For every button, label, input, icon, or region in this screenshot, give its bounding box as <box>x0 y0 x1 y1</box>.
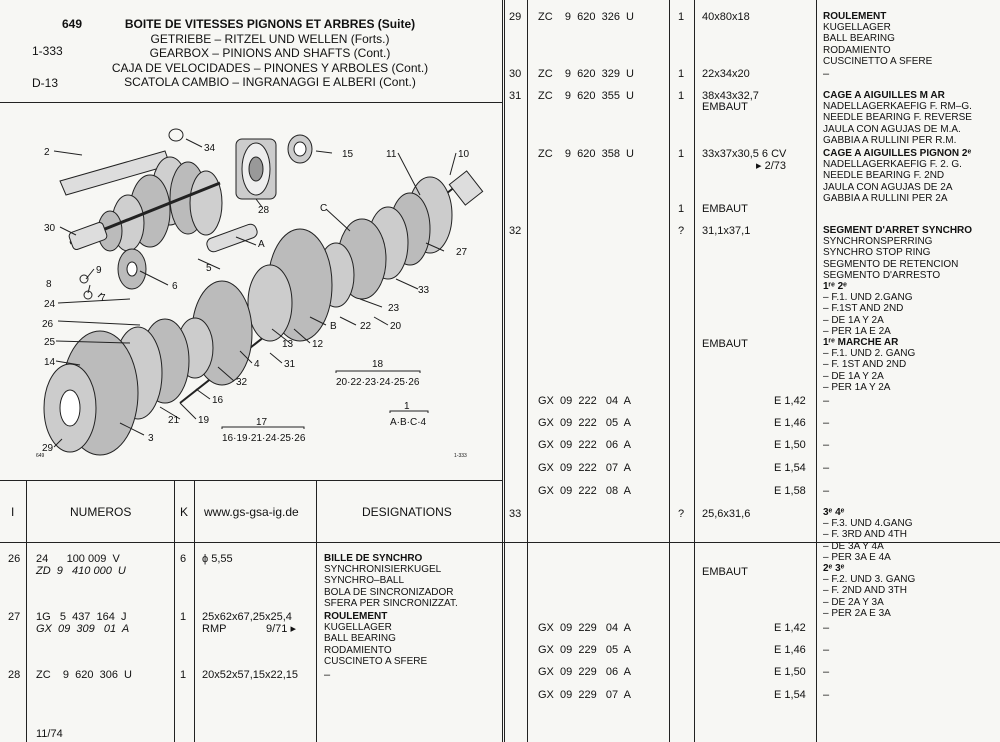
callout-9: 9 <box>96 265 102 276</box>
col-header-i: I <box>11 505 15 519</box>
spec-note: RMP 9/71 ▸ <box>202 623 296 635</box>
ref-code-1: 1-333 <box>32 44 63 58</box>
designation-line: SEGMENT D'ARRET SYNCHRO <box>823 225 973 236</box>
designation-line: – DE 2A Y 3A <box>823 596 884 608</box>
designation-subtitle: 1ʳᵉ MARCHE AR <box>823 337 899 349</box>
callout-30: 30 <box>44 223 56 234</box>
part-number-alt: ZD 9 410 000 U <box>36 565 126 577</box>
callout-15: 15 <box>342 149 354 160</box>
designation <box>823 11 932 67</box>
row-index: 30 <box>509 68 522 80</box>
designation-line: KUGELLAGER <box>324 622 392 634</box>
spec: 38x43x32,7 <box>702 90 759 102</box>
thickness: E 1,50 <box>774 439 806 451</box>
callout-14: 14 <box>44 357 56 368</box>
row-index: 29 <box>509 11 522 23</box>
quantity: ? <box>678 508 685 520</box>
callout-B: B <box>330 321 337 332</box>
col-line <box>174 480 175 742</box>
diagram-small-code: 1-333 <box>454 453 467 459</box>
designation-subtitle: 2ᵉ 3ᵉ <box>823 563 845 575</box>
thickness: E 1,58 <box>774 485 806 497</box>
part-number: ZC 9 620 355 U <box>538 90 634 102</box>
col-line <box>316 480 317 742</box>
callout-28: 28 <box>258 205 270 216</box>
designation-line: – F. 2ND AND 3TH <box>823 585 907 597</box>
spec: 33x37x30,5 6 CV <box>702 148 787 160</box>
thickness: E 1,50 <box>774 666 806 678</box>
designation-line: SYNCHRO STOP RING <box>823 247 931 259</box>
part-number: ZC 9 620 329 U <box>538 68 634 80</box>
divider <box>504 0 505 742</box>
callout-19: 19 <box>198 415 210 426</box>
quantity: 1 <box>678 203 685 215</box>
col-header-site: www.gs-gsa-ig.de <box>204 505 299 519</box>
col-header-numeros: NUMEROS <box>70 505 132 519</box>
thickness: E 1,54 <box>774 462 806 474</box>
part-number: GX 09 222 05 A <box>538 417 631 429</box>
designation: – <box>823 395 830 407</box>
page-number: 649 <box>62 17 83 31</box>
part-number: GX 09 229 06 A <box>538 666 631 678</box>
col-header-designations: DESIGNATIONS <box>362 505 452 519</box>
spec-note: EMBAUT <box>702 101 748 113</box>
designation: – <box>823 417 830 429</box>
designation: – <box>823 622 830 634</box>
spec: 20x52x57,15x22,15 <box>202 669 299 681</box>
spec: ϕ 5,55 <box>202 553 233 565</box>
title-it: SCATOLA CAMBIO – INGRANAGGI E ALBERI (Cont.) <box>124 75 416 89</box>
diagram-small-ref: 649 <box>36 453 45 459</box>
designation-line: NADELLAGERKAEFIG F. RM–G. <box>823 101 972 113</box>
part-number: ZC 9 620 358 U <box>538 148 634 160</box>
quantity: 1 <box>678 148 685 160</box>
bearing-28 <box>236 139 276 199</box>
footer-page: 11/74 <box>36 728 63 740</box>
group-1-list: A·B·C·4 <box>390 417 427 428</box>
title-es: CAJA DE VELOCIDADES – PINONES Y ARBOLES (Cont.) <box>111 60 429 75</box>
callout-24: 24 <box>44 299 56 310</box>
designation-line: BALL BEARING <box>823 33 895 45</box>
thickness: E 1,46 <box>774 644 806 656</box>
designation-line: CUSCINETO A SFERE <box>324 655 428 667</box>
designation-line: KUGELLAGER <box>823 22 891 34</box>
callout-18: 18 <box>372 359 384 370</box>
designation: – <box>823 462 830 474</box>
designation-line: CAGE A AIGUILLES M AR <box>823 90 945 101</box>
designation <box>324 611 427 667</box>
designation-line: – PER 3A E 4A <box>823 551 891 563</box>
thickness: E 1,42 <box>774 622 806 634</box>
callout-12: 12 <box>312 339 324 350</box>
thickness: E 1,42 <box>774 395 806 407</box>
designation-line: ROULEMENT <box>324 611 388 622</box>
callout-6: 6 <box>172 281 178 292</box>
designation-line: – PER 2A E 3A <box>823 607 891 619</box>
col-line <box>26 480 27 742</box>
callout-13: 13 <box>282 339 294 350</box>
quantity: 1 <box>180 611 187 623</box>
title-fr: BOITE DE VITESSES PIGNONS ET ARBRES (Suite) <box>124 17 416 31</box>
spec: EMBAUT <box>702 338 748 350</box>
part-number: GX 09 222 04 A <box>538 395 631 407</box>
thickness: E 1,46 <box>774 417 806 429</box>
callout-31: 31 <box>284 359 296 370</box>
designation: – <box>823 439 830 451</box>
group-17-list: 16·19·21·24·25·26 <box>222 433 306 444</box>
designation-subtitle: 3ᵉ 4ᵉ <box>823 507 845 518</box>
row-index: 28 <box>8 669 21 681</box>
designation <box>823 225 972 393</box>
callout-17: 17 <box>256 417 268 428</box>
callout-20: 20 <box>390 321 402 332</box>
callout-10: 10 <box>458 149 470 160</box>
callout-C: C <box>320 203 328 214</box>
col-line <box>816 0 817 742</box>
designation-line: GABBIA A RULLINI PER R.M. <box>823 134 957 146</box>
designation-line: SEGMENTO D'ARRESTO <box>823 269 941 281</box>
part-number: ZC 9 620 306 U <box>36 669 132 681</box>
callout-4: 4 <box>254 359 260 370</box>
callout-5: 5 <box>206 263 212 274</box>
row-index: 33 <box>509 508 522 520</box>
designation-line: CUSCINETTO A SFERE <box>823 55 933 67</box>
callout-11: 11 <box>386 149 397 160</box>
designation-line: – F. 3RD AND 4TH <box>823 529 907 541</box>
spec: 22x34x20 <box>702 68 750 80</box>
callout-32: 32 <box>236 377 248 388</box>
col-header-k: K <box>180 505 189 519</box>
callout-2: 2 <box>44 147 50 158</box>
part-number: 24 100 009 V <box>36 553 120 565</box>
designation-line: SYNCHRONISIERKUGEL <box>324 564 442 576</box>
designation-line: RODAMIENTO <box>324 644 392 656</box>
spec: EMBAUT <box>702 203 748 215</box>
divider <box>502 0 503 742</box>
designation-line: BALL BEARING <box>324 633 396 645</box>
callout-16: 16 <box>212 395 224 406</box>
part-number: ZC 9 620 326 U <box>538 11 634 23</box>
designation: – <box>823 485 830 497</box>
callout-27: 27 <box>456 247 468 258</box>
gearbox-exploded-diagram <box>0 103 502 479</box>
designation-line: SEGMENTO DE RETENCION <box>823 258 959 270</box>
col-line <box>527 0 528 742</box>
designation: – <box>823 689 830 701</box>
spec: 31,1x37,1 <box>702 225 751 237</box>
designation-line: NEEDLE BEARING F. REVERSE <box>823 112 972 124</box>
designation-line: – F.1. UND 2.GANG <box>823 292 913 304</box>
quantity: 1 <box>678 90 685 102</box>
divider <box>0 480 502 481</box>
spec: 25x62x67,25x25,4 <box>202 611 292 623</box>
callout-A: A <box>258 239 265 250</box>
designation-line: GABBIA A RULLINI PER 2A <box>823 192 948 204</box>
title-block <box>100 17 440 90</box>
designation-line: RODAMIENTO <box>823 44 891 56</box>
callout-23: 23 <box>388 303 400 314</box>
row-index: 26 <box>8 553 21 565</box>
designation-line: BILLE DE SYNCHRO <box>324 553 423 564</box>
callout-34: 34 <box>204 143 216 154</box>
designation-line: – PER 1A E 2A <box>823 325 891 337</box>
designation <box>324 553 458 609</box>
quantity: 1 <box>678 68 685 80</box>
designation-line: – PER 1A Y 2A <box>823 381 891 393</box>
designation: – <box>823 666 830 678</box>
col-line <box>669 0 670 742</box>
designation-line: NEEDLE BEARING F. 2ND <box>823 170 945 182</box>
designation-line: SFERA PER SINCRONIZZAT. <box>324 597 458 609</box>
designation-line: JAULA CON AGUJAS DE 2A <box>823 181 953 193</box>
spec-note: ▸ 2/73 <box>756 160 786 172</box>
designation: – <box>324 669 331 681</box>
designation: – <box>823 68 830 80</box>
title-en: GEARBOX – PINIONS AND SHAFTS (Cont.) <box>149 46 391 60</box>
quantity: 1 <box>180 669 187 681</box>
designation-line: – DE 1A Y 2A <box>823 370 884 382</box>
designation <box>823 148 971 204</box>
designation-line: – F.3. UND 4.GANG <box>823 518 913 530</box>
designation-line: NADELLAGERKAEFIG F. 2. G. <box>823 159 962 171</box>
designation-line: JAULA CON AGUJAS DE M.A. <box>823 123 961 135</box>
callout-29: 29 <box>42 443 54 454</box>
spec: 40x80x18 <box>702 11 750 23</box>
callout-7: 7 <box>100 293 106 304</box>
row-index: 32 <box>509 225 522 237</box>
title-de: GETRIEBE – RITZEL UND WELLEN (Forts.) <box>150 31 390 46</box>
spec: EMBAUT <box>702 566 748 578</box>
part-number: GX 09 229 07 A <box>538 689 631 701</box>
ref-code-2: D-13 <box>32 76 59 90</box>
callout-33: 33 <box>418 285 430 296</box>
designation-line: SYNCHRO–BALL <box>324 575 405 587</box>
spec: 25,6x31,6 <box>702 508 751 520</box>
designation-line: – F.1ST AND 2ND <box>823 303 904 315</box>
designation-line: – DE 3A Y 4A <box>823 540 884 552</box>
designation-line: – F.2. UND 3. GANG <box>823 574 916 586</box>
callout-21: 21 <box>168 415 180 426</box>
row-index: 27 <box>8 611 21 623</box>
callout-25: 25 <box>44 337 56 348</box>
designation-subtitle: 1ʳᵉ 2ᵉ <box>823 281 847 293</box>
row-index: 31 <box>509 90 522 102</box>
designation <box>823 90 972 146</box>
callout-1: 1 <box>404 401 410 412</box>
part-number-alt: GX 09 309 01 A <box>36 623 130 635</box>
col-line <box>694 0 695 742</box>
designation-line: ROULEMENT <box>823 11 887 22</box>
quantity: 6 <box>180 553 187 565</box>
designation-line: – DE 1A Y 2A <box>823 314 884 326</box>
part-number: GX 09 229 05 A <box>538 644 631 656</box>
designation-line: CAGE A AIGUILLES PIGNON 2ᵉ <box>823 148 972 159</box>
designation-line: BOLA DE SINCRONIZADOR <box>324 586 454 598</box>
designation: – <box>823 644 830 656</box>
designation-line: – F. 1ST AND 2ND <box>823 359 907 371</box>
designation-line: SYNCHRONSPERRING <box>823 236 933 248</box>
col-line <box>194 480 195 742</box>
thickness: E 1,54 <box>774 689 806 701</box>
part-number: GX 09 222 08 A <box>538 485 631 497</box>
group-18-list: 20·22·23·24·25·26 <box>336 377 420 388</box>
designation <box>823 507 915 619</box>
callout-26: 26 <box>42 319 54 330</box>
callout-22: 22 <box>360 321 372 332</box>
designation-line: – F.1. UND 2. GANG <box>823 348 916 360</box>
part-number: GX 09 222 06 A <box>538 439 631 451</box>
quantity: 1 <box>678 11 685 23</box>
callout-3: 3 <box>148 433 154 444</box>
quantity: ? <box>678 225 685 237</box>
part-number: GX 09 229 04 A <box>538 622 631 634</box>
callout-8: 8 <box>46 279 52 290</box>
part-number: 1G 5 437 164 J <box>36 611 127 623</box>
part-number: GX 09 222 07 A <box>538 462 631 474</box>
